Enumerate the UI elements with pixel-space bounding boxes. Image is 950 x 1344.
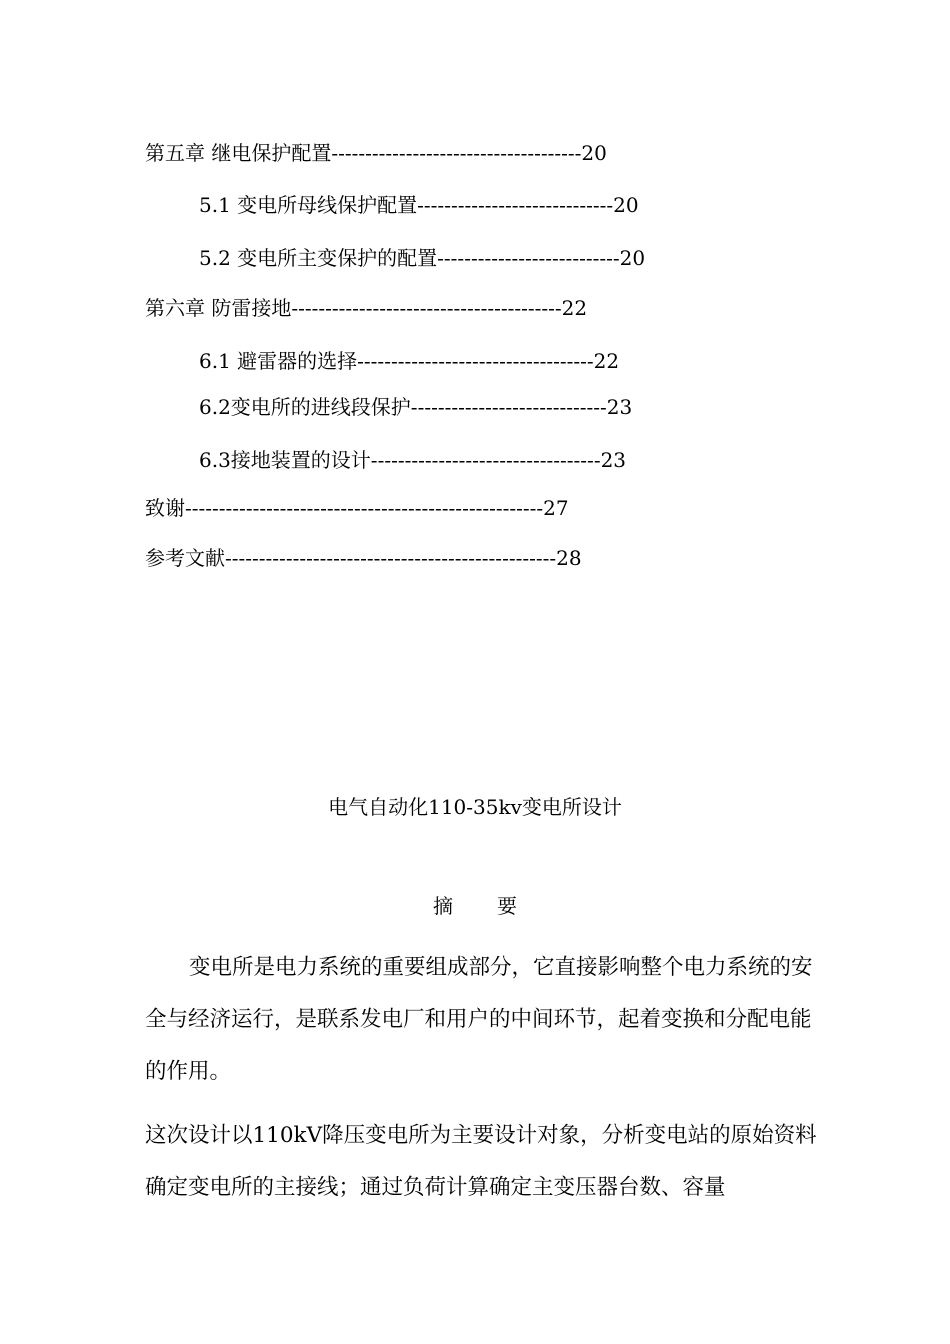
toc-entry-6-2: 6.2变电所的进线段保护-----------------------------23 [199,395,633,419]
abstract-paragraph [145,942,825,1098]
toc-entry-chapter5: 第五章 继电保护配置-------------------------------------20 [145,141,607,165]
toc-entry-5-1: 5.1 变电所母线保护配置-----------------------------20 [199,193,639,217]
toc-entry-references: 参考文献-------------------------------------------------28 [145,546,582,570]
toc-entry-6-1: 6.1 避雷器的选择-----------------------------------22 [199,349,620,373]
abstract-paragraph [145,1110,825,1214]
abstract-heading: 摘要 [433,894,561,918]
toc-entry-acknowledgement: 致谢-----------------------------------------------------27 [145,496,569,520]
toc-entry-chapter6: 第六章 防雷接地----------------------------------------22 [145,296,588,320]
toc-entry-5-2: 5.2 变电所主变保护的配置---------------------------20 [199,246,646,270]
document-title: 电气自动化110-35kv变电所设计 [328,795,622,819]
abstract-paragraph-2-text: 这次设计以110kV降压变电所为主要设计对象，分析变电站的原始资料确定变电所的主接线；通过负荷计算确定主变压器台数、容量 [145,1123,817,1200]
abstract-paragraph-1-text: 变电所是电力系统的重要组成部分，它直接影响整个电力系统的安全与经济运行，是联系发电厂和用户的中间环节，起着变换和分配电能的作用。 [145,955,813,1084]
toc-entry-6-3: 6.3接地装置的设计----------------------------------23 [199,448,627,472]
